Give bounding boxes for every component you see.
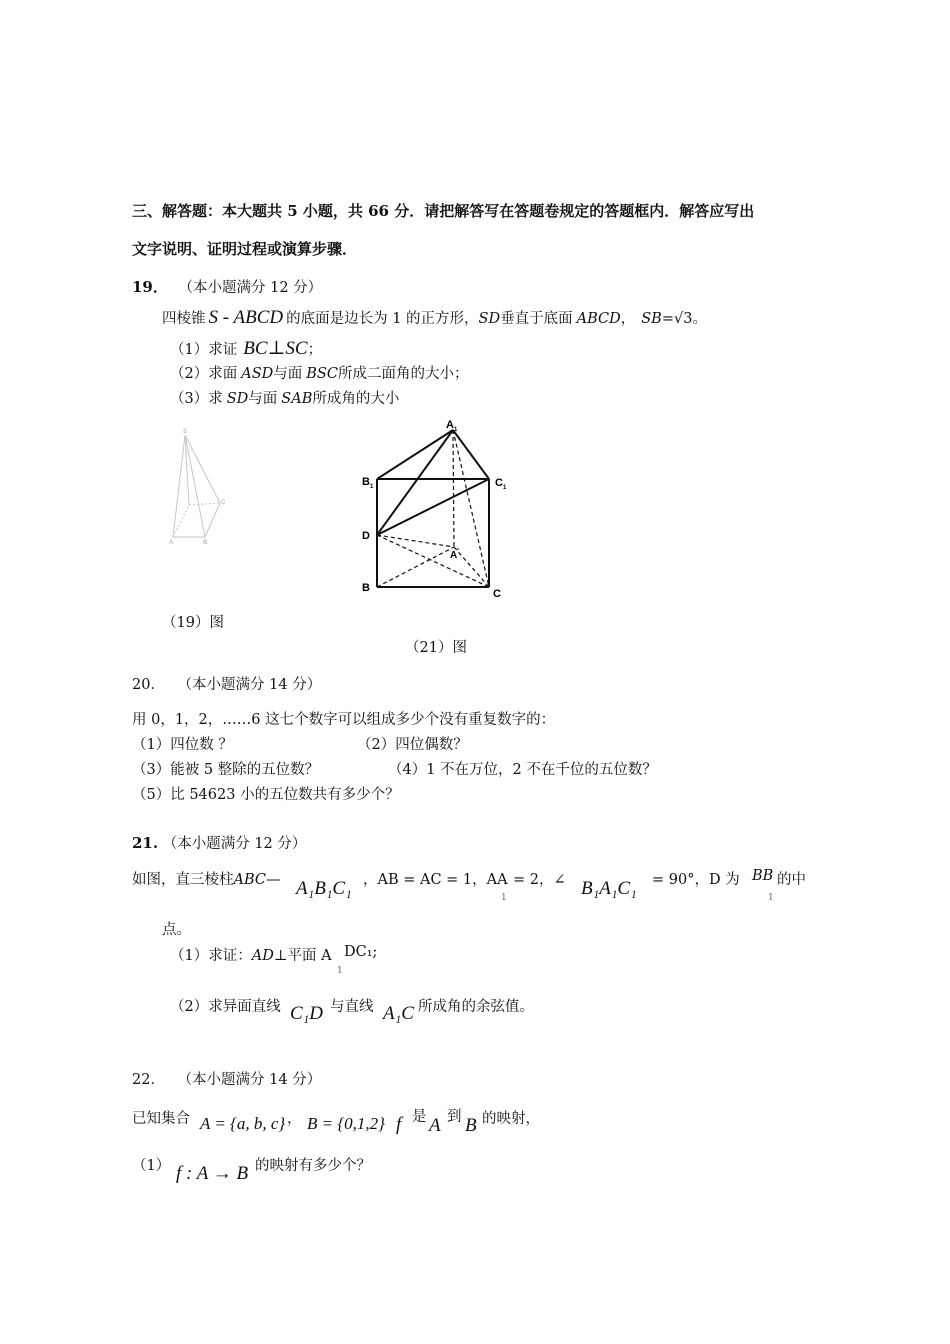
q21-bb: BB — [752, 868, 774, 884]
q22-comma: ， — [287, 1111, 302, 1127]
q19-stem-pre: 四棱锥 — [162, 311, 206, 327]
q21-stem-cont: 点。 — [162, 922, 191, 938]
q19-stem-perp: 垂直于底面 — [500, 311, 573, 327]
q20-part1: （1）四位数 ？ — [132, 737, 233, 753]
q22-set-a: A = {a, b, c} — [200, 1114, 286, 1133]
q19-p2-asd: ASD — [241, 366, 274, 382]
q19-pyramid-name: S - ABCD — [208, 307, 284, 328]
q19-p3-mid: 与面 — [248, 391, 278, 407]
q22-is: 是 — [412, 1109, 427, 1125]
q19-p1-math: BC⊥SC — [243, 338, 308, 359]
q21-p1-end: DC₁; — [344, 944, 378, 960]
label-c1-sub: 1 — [503, 485, 507, 491]
q21-dash: — — [266, 872, 281, 888]
segment-d-a1 — [377, 430, 453, 535]
q22-stem-end: 的映射， — [482, 1111, 540, 1127]
q21-c1d: C₁D — [290, 1003, 323, 1024]
q19-p3-sab: SAB — [281, 391, 313, 407]
q21-b1a1c1: B₁A₁C₁ — [581, 878, 637, 899]
q19-part2 — [170, 362, 468, 383]
figure-21-prism — [358, 415, 508, 605]
q21-heading — [132, 832, 306, 853]
q19-heading — [132, 276, 322, 297]
q19-score: （本小题满分 12 分） — [178, 280, 323, 296]
q21-part2-end: 所成角的余弦值。 — [418, 999, 534, 1015]
q19-p2-pre: （2）求面 — [170, 366, 238, 382]
q19-stem-end: =√3。 — [661, 311, 707, 327]
q19-part3 — [170, 387, 399, 408]
edge-a-c-hidden — [454, 547, 489, 587]
label-a: A — [450, 550, 458, 561]
q21-part1 — [170, 944, 332, 965]
q21-p1-ad: AD — [251, 948, 274, 964]
q22-number: 22． — [132, 1072, 165, 1088]
q22-heading — [132, 1068, 321, 1089]
q21-part2-pre: （2）求异面直线 — [170, 999, 281, 1015]
q19-p3-end: 所成角的大小 — [312, 391, 400, 407]
q21-stem-eq2: = 2，∠ — [513, 872, 566, 888]
q21-stem-end: 的中 — [777, 872, 806, 888]
q21-stem — [132, 868, 281, 889]
q20-number: 20． — [132, 677, 165, 693]
q21-p1-a1-sub: 1 — [337, 966, 343, 976]
q21-a1c: A₁C — [383, 1003, 414, 1024]
q22-b: B — [465, 1115, 477, 1136]
label-c: C — [493, 588, 501, 600]
q19-p3-pre: （3）求 — [170, 391, 223, 407]
q20-stem: 用 0，1，2，……6 这七个数字可以组成多少个没有重复数字的： — [132, 712, 556, 728]
q21-aa1-sub: 1 — [501, 893, 507, 903]
q21-p1-mid: ⊥平面 A — [273, 948, 332, 964]
label-a1: A — [446, 419, 454, 431]
q19-abcd: ABCD — [576, 311, 621, 327]
q22-to: 到 — [447, 1109, 462, 1125]
q22-f: f — [396, 1114, 402, 1135]
q19-sd: SD — [478, 311, 501, 327]
q21-abc: ABC — [233, 872, 266, 888]
svg-text:A: A — [169, 540, 174, 545]
label-b: B — [362, 582, 370, 594]
segment-d-a-hidden — [377, 535, 454, 547]
segment-d-c-hidden — [377, 535, 489, 587]
figure-19-caption: （19）图 — [162, 615, 224, 631]
label-a-prime: ' — [457, 547, 459, 556]
svg-text:C: C — [221, 500, 226, 506]
figure-19-pyramid — [165, 425, 235, 545]
q22-part1-end: 的映射有多少个？ — [255, 1158, 371, 1174]
edge-a1-c1 — [453, 430, 489, 479]
q19-p2-bsc: BSC — [306, 366, 338, 382]
q19-p1-pre: （1）求证 — [170, 342, 238, 358]
q19-sb: SB — [641, 311, 662, 327]
q20-heading — [132, 673, 321, 694]
edge-a1-a-hidden — [453, 430, 454, 547]
svg-text:S: S — [183, 429, 188, 435]
q20-part2: （2）四位偶数？ — [357, 737, 468, 753]
q19-stem — [162, 307, 707, 329]
q22-stem-pre: 已知集合 — [132, 1111, 190, 1127]
q21-number: 21. — [132, 834, 159, 852]
label-a1-sub: 1 — [454, 427, 458, 433]
q20-part4: （4）1 不在万位，2 不在千位的五位数？ — [388, 762, 657, 778]
figure-21-caption: （21）图 — [405, 640, 467, 656]
q20-part5: （5）比 54623 小的五位数共有多少个？ — [132, 787, 400, 803]
q21-p1-pre: （1）求证： — [170, 948, 252, 964]
q19-part1 — [170, 337, 322, 360]
q19-stem-mid: 的底面是边长为 1 的正方形， — [286, 311, 479, 327]
section-header-line1: 三、解答题：本大题共 5 小题，共 66 分．请把解答写在答题卷规定的答题框内．解答应写出 — [132, 202, 755, 220]
q20-part3: （3）能被 5 整除的五位数？ — [132, 762, 320, 778]
q21-a1b1c1: A₁B₁C₁ — [296, 878, 352, 899]
q19-p1-end: ； — [307, 342, 323, 358]
label-c1: C — [495, 477, 503, 489]
q21-stem-eq3: = 90°，D 为 — [652, 872, 740, 888]
edge-a1-b1 — [377, 430, 453, 479]
q19-comma: ， — [620, 311, 636, 327]
q19-number: 19． — [132, 278, 168, 296]
q22-part1-math: f : A → B — [176, 1163, 249, 1184]
q21-stem-eq1: ，AB = AC = 1，AA — [363, 872, 508, 888]
label-b1: B — [362, 476, 370, 488]
q22-part1-num: （1） — [132, 1158, 171, 1174]
q20-score: （本小题满分 14 分） — [177, 677, 322, 693]
q19-p2-end: 所成二面角的大小； — [337, 366, 469, 382]
q22-set-b: B = {0,1,2} — [307, 1114, 385, 1133]
segment-d-c1 — [377, 479, 489, 535]
q19-p3-sd: SD — [226, 391, 249, 407]
q21-part2-mid: 与直线 — [330, 999, 374, 1015]
q19-p2-mid: 与面 — [273, 366, 303, 382]
q22-a: A — [429, 1115, 441, 1136]
q22-score: （本小题满分 14 分） — [177, 1072, 322, 1088]
svg-text:B: B — [203, 540, 208, 545]
q21-score: （本小题满分 12 分） — [162, 836, 307, 852]
section-header-line2: 文字说明、证明过程或演算步骤． — [132, 240, 358, 258]
q21-bb1-sub: 1 — [768, 893, 774, 903]
label-b1-sub: 1 — [370, 484, 374, 490]
label-d: D — [362, 530, 370, 542]
q21-stem-pre: 如图，直三棱柱 — [132, 872, 234, 888]
